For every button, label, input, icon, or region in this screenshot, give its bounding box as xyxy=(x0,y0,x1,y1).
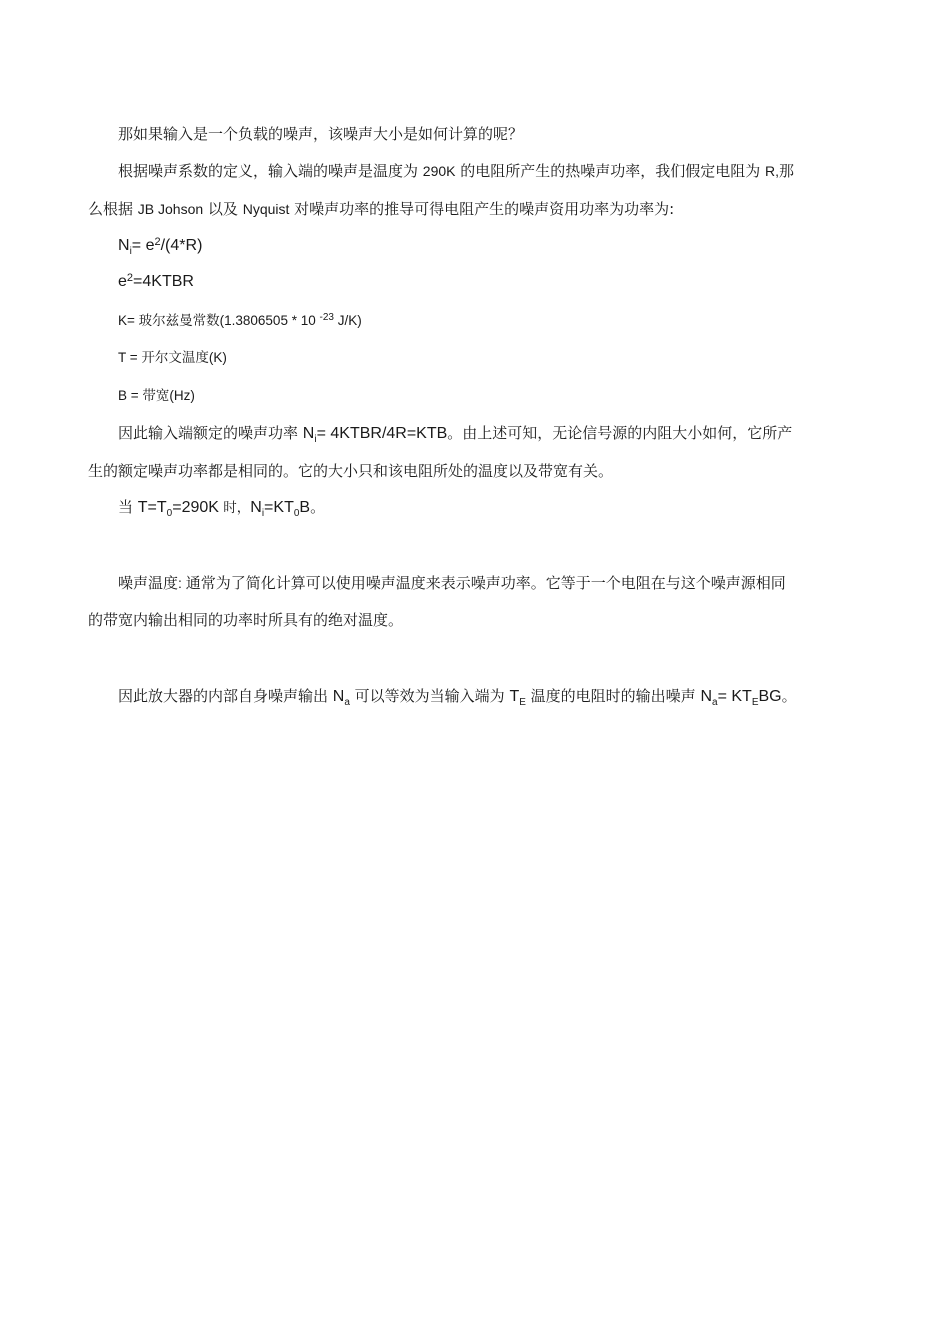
formula-ni xyxy=(118,236,202,256)
text-segment: 可以等效为当输入端为 xyxy=(349,687,510,705)
text-segment: : xyxy=(178,575,186,591)
definition-symbol: B = xyxy=(118,388,143,403)
formula-text: = KT xyxy=(717,688,752,705)
author-name: Nyquist xyxy=(242,201,290,217)
definition-label: 玻尔兹曼常数 xyxy=(138,313,220,329)
formula-symbol: N xyxy=(250,499,262,516)
text-segment: 时， xyxy=(218,500,251,516)
formula-subscript: 0 xyxy=(293,508,300,519)
formula-text: T=T xyxy=(137,499,167,516)
formula-symbol: e xyxy=(118,273,127,290)
text-segment: 。由上述可知，无论信号源的内阻大小如何，它所产 xyxy=(447,424,793,442)
paragraph-noise-temperature-line1 xyxy=(118,573,786,593)
formula-text: =4KTBR xyxy=(133,273,194,290)
text-segment: 的带宽内输出相同的功率时所具有的绝对温度。 xyxy=(88,611,404,629)
paragraph-noise-definition-line2 xyxy=(88,199,674,219)
definition-k xyxy=(118,311,362,331)
formula-subscript: i xyxy=(261,508,265,519)
definition-exponent: -23 xyxy=(319,312,334,323)
text-segment: 。 xyxy=(781,687,797,705)
formula-symbol: T xyxy=(509,688,520,705)
text-segment: 当 xyxy=(118,498,138,516)
term-label: 噪声温度 xyxy=(118,574,179,592)
paragraph-noise-temperature-line2 xyxy=(88,610,403,630)
definition-value: (1.3806505 * 10 xyxy=(219,313,320,328)
definition-label: 开尔文温度 xyxy=(141,350,209,366)
formula-superscript: 2 xyxy=(154,236,161,248)
formula-subscript: E xyxy=(519,697,526,708)
paragraph-noise-definition-line1 xyxy=(118,161,794,181)
formula-text: = e xyxy=(131,237,155,254)
text-segment: 么根据 xyxy=(88,200,138,218)
formula-subscript: i xyxy=(314,434,317,445)
text-segment: 根据噪声系数的定义，输入端的噪声是温度为 xyxy=(118,162,423,180)
text-segment: 那 xyxy=(779,162,795,180)
paragraph-t0-condition xyxy=(118,497,325,518)
formula-symbol: N xyxy=(332,688,345,705)
formula-text: =290K xyxy=(172,499,219,516)
author-name: JB Johson xyxy=(137,201,204,217)
text-segment: 的电阻所产生的热噪声功率，我们假定电阻为 xyxy=(455,162,766,180)
definition-b xyxy=(118,386,195,406)
paragraph-rated-noise-line1 xyxy=(118,423,792,444)
definition-unit: (Hz) xyxy=(169,388,195,403)
formula-text: =KT xyxy=(264,499,294,516)
question-text: 那如果输入是一个负载的噪声，该噪声大小是如何计算的呢？ xyxy=(118,125,524,143)
formula-symbol: N xyxy=(700,688,713,705)
definition-symbol: K= xyxy=(118,313,139,328)
definition-label: 带宽 xyxy=(142,388,170,404)
formula-e-squared xyxy=(118,272,194,292)
text-segment: 因此放大器的内部自身噪声输出 xyxy=(118,687,333,705)
text-segment: 以及 xyxy=(203,200,243,218)
formula-text: B xyxy=(299,499,311,516)
text-segment: 温度的电阻时的输出噪声 xyxy=(525,687,701,705)
formula-subscript: E xyxy=(751,697,759,708)
temperature-value: 290K xyxy=(422,163,456,179)
text-segment: 通常为了简化计算可以使用噪声温度来表示噪声功率。它等于一个电阻在与这个噪声源相同 xyxy=(185,574,786,592)
formula-text: BG xyxy=(758,688,782,705)
paragraph-question xyxy=(118,124,523,144)
definition-unit: J/K) xyxy=(333,313,362,328)
formula-subscript: i xyxy=(129,246,132,257)
formula-symbol: N xyxy=(118,237,130,254)
formula-subscript: a xyxy=(344,697,350,708)
formula-text: = 4KTBR/4R=KTB xyxy=(316,425,448,442)
formula-subscript: 0 xyxy=(166,508,173,519)
formula-text: /(4*R) xyxy=(160,237,203,254)
definition-unit: (K) xyxy=(208,350,227,365)
text-segment: 生的额定噪声功率都是相同的。它的大小只和该电阻所处的温度以及带宽有关。 xyxy=(88,462,614,480)
formula-subscript: a xyxy=(712,697,718,708)
resistor-symbol: R, xyxy=(765,163,780,179)
text-segment: 对噪声功率的推导可得电阻产生的噪声资用功率为功率为: xyxy=(289,200,675,218)
paragraph-rated-noise-line2 xyxy=(88,461,613,481)
definition-t xyxy=(118,348,227,368)
paragraph-amplifier-noise xyxy=(118,686,797,707)
formula-superscript: 2 xyxy=(126,272,134,284)
definition-symbol: T = xyxy=(118,350,142,365)
text-segment: 。 xyxy=(310,498,326,516)
formula-symbol: N xyxy=(302,425,315,442)
text-segment: 因此输入端额定的噪声功率 xyxy=(118,424,303,442)
